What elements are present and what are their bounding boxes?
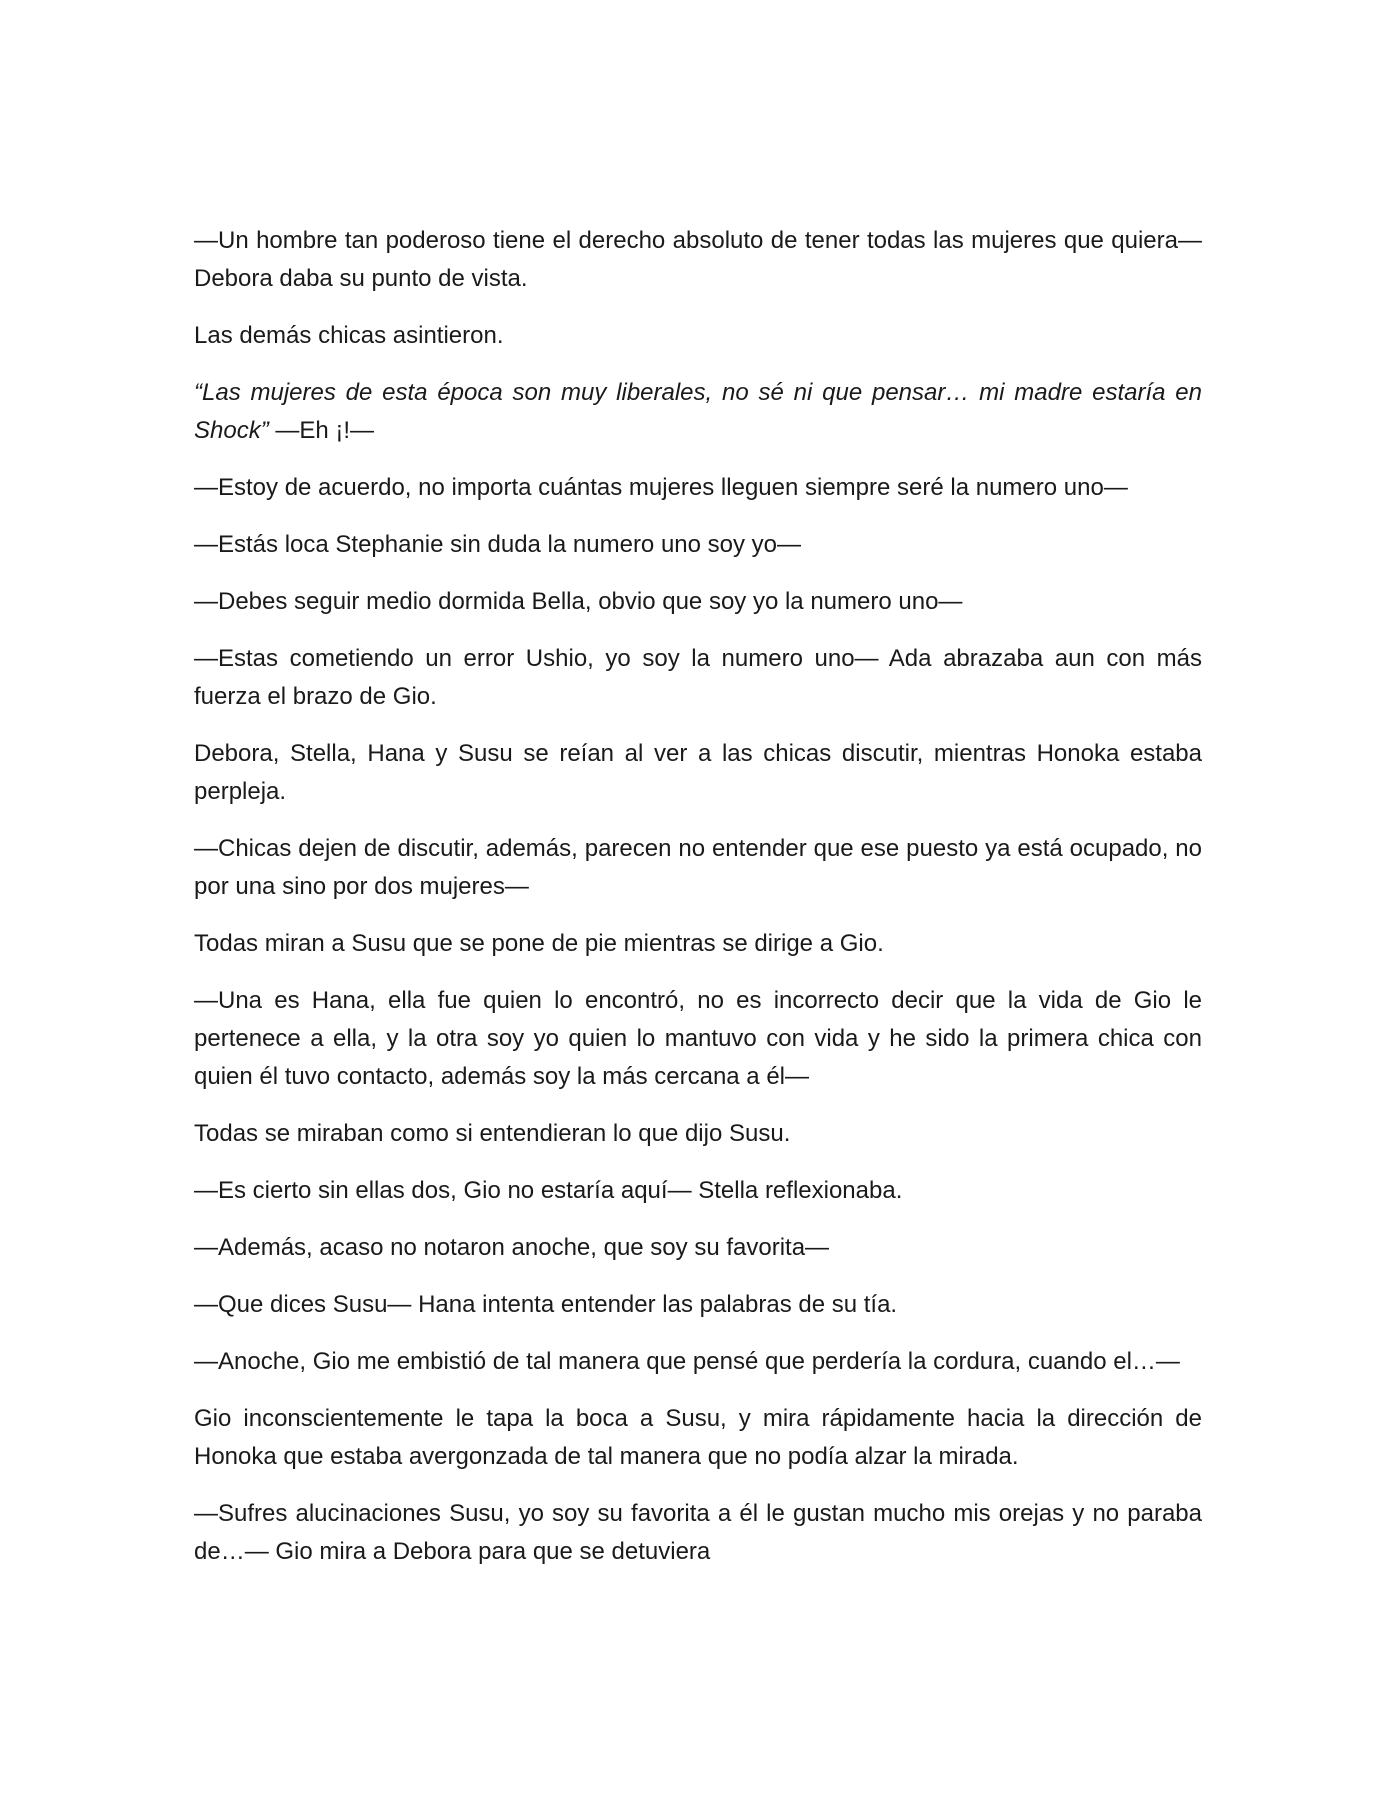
paragraph-12 xyxy=(194,1115,1202,1153)
paragraph-8 xyxy=(194,735,1202,811)
paragraph-11 xyxy=(194,982,1202,1096)
paragraph-5 xyxy=(194,526,1202,564)
paragraph-text: —Chicas dejen de discutir, además, parecen no entender que ese puesto ya está ocupado, no por una sino por dos mujeres— xyxy=(194,835,1202,900)
paragraph-text: —Un hombre tan poderoso tiene el derecho absoluto de tener todas las mujeres que quiera— Debora daba su punto de vista. xyxy=(194,227,1202,292)
paragraph-18 xyxy=(194,1495,1202,1571)
document-page xyxy=(194,222,1202,1590)
paragraph-6 xyxy=(194,583,1202,621)
paragraph-13 xyxy=(194,1172,1202,1210)
paragraph-7 xyxy=(194,640,1202,716)
paragraph-3 xyxy=(194,374,1202,450)
paragraph-16 xyxy=(194,1343,1202,1381)
paragraph-text: Debora, Stella, Hana y Susu se reían al ver a las chicas discutir, mientras Honoka estaba perpleja. xyxy=(194,740,1202,805)
inner-thought-text: “Las mujeres de esta época son muy liberales, no sé ni que pensar… mi madre estaría en Shock” xyxy=(194,379,1202,444)
paragraph-17 xyxy=(194,1400,1202,1476)
paragraph-text: —Estoy de acuerdo, no importa cuántas mujeres lleguen siempre seré la numero uno— xyxy=(194,474,1128,501)
paragraph-10 xyxy=(194,925,1202,963)
paragraph-text: —Además, acaso no notaron anoche, que soy su favorita— xyxy=(194,1234,830,1261)
paragraph-text: —Anoche, Gio me embistió de tal manera que pensé que perdería la cordura, cuando el…— xyxy=(194,1348,1180,1375)
paragraph-2 xyxy=(194,317,1202,355)
paragraph-text: Las demás chicas asintieron. xyxy=(194,322,504,349)
paragraph-14 xyxy=(194,1229,1202,1267)
paragraph-text: Gio inconscientemente le tapa la boca a Susu, y mira rápidamente hacia la dirección de Honoka que estaba avergonzada de tal manera que no podía alzar la mirada. xyxy=(194,1405,1202,1470)
paragraph-text: —Debes seguir medio dormida Bella, obvio que soy yo la numero uno— xyxy=(194,588,963,615)
paragraph-text: Todas miran a Susu que se pone de pie mientras se dirige a Gio. xyxy=(194,930,884,957)
paragraph-9 xyxy=(194,830,1202,906)
paragraph-text: Todas se miraban como si entendieran lo que dijo Susu. xyxy=(194,1120,791,1147)
paragraph-text: —Que dices Susu— Hana intenta entender las palabras de su tía. xyxy=(194,1291,898,1318)
paragraph-text: —Una es Hana, ella fue quien lo encontró, no es incorrecto decir que la vida de Gio le pertenece a ella, y la otra soy yo quien lo mantuvo con vida y he sido la primera chica con quien él tuvo contacto, además soy la más cercana a él— xyxy=(194,987,1202,1090)
paragraph-text: —Es cierto sin ellas dos, Gio no estaría aquí— Stella reflexionaba. xyxy=(194,1177,903,1204)
paragraph-4 xyxy=(194,469,1202,507)
paragraph-text: —Eh ¡!— xyxy=(268,417,375,444)
paragraph-1 xyxy=(194,222,1202,298)
paragraph-text: —Estás loca Stephanie sin duda la numero uno soy yo— xyxy=(194,531,802,558)
paragraph-text: —Estas cometiendo un error Ushio, yo soy la numero uno— Ada abrazaba aun con más fuerza el brazo de Gio. xyxy=(194,645,1202,710)
paragraph-15 xyxy=(194,1286,1202,1324)
paragraph-text: —Sufres alucinaciones Susu, yo soy su favorita a él le gustan mucho mis orejas y no paraba de…— Gio mira a Debora para que se detuviera xyxy=(194,1500,1202,1565)
